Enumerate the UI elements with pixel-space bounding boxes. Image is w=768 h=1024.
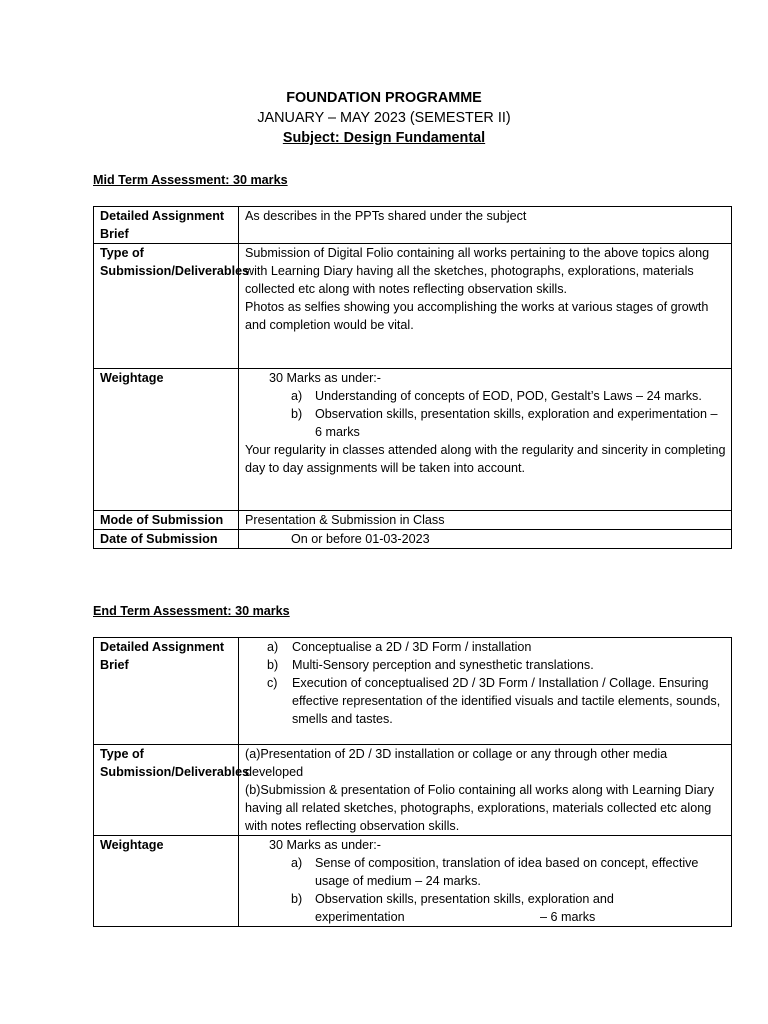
list-item: b) Observation skills, presentation skills, exploration and experimentation – 6 marks bbox=[291, 407, 718, 439]
table-row bbox=[94, 244, 732, 369]
list-item: c) Execution of conceptualised 2D / 3D Form / Installation / Collage. Ensuring effective representation of the identified visuals and tactile elements, sounds, smells and tastes. bbox=[267, 676, 721, 726]
table-row bbox=[94, 836, 732, 927]
weightage-intro: 30 Marks as under:- bbox=[269, 371, 381, 385]
table-row bbox=[94, 745, 732, 836]
row-label: Detailed Assignment Brief bbox=[94, 638, 239, 745]
list-item: b) Multi-Sensory perception and synesthetic translations. bbox=[267, 658, 594, 672]
row-value: Presentation & Submission in Class bbox=[239, 511, 732, 530]
list-item: a) Sense of composition, translation of idea based on concept, effective usage of medium – 24 marks. bbox=[291, 856, 699, 888]
row-value: As describes in the PPTs shared under the subject bbox=[239, 207, 732, 244]
table-row bbox=[94, 369, 732, 511]
list-item: b) Observation skills, presentation skills, exploration and experimentation – 6 marks bbox=[291, 892, 614, 924]
list-item: a) Conceptualise a 2D / 3D Form / installation bbox=[267, 640, 532, 654]
table-row bbox=[94, 638, 732, 745]
row-label: Weightage bbox=[94, 836, 239, 927]
subject-line: Subject: Design Fundamental bbox=[282, 130, 486, 146]
row-label: Type of Submission/Deliverables bbox=[94, 745, 239, 836]
end-term-heading: End Term Assessment: 30 marks bbox=[93, 604, 290, 618]
row-label: Weightage bbox=[94, 369, 239, 511]
row-label: Date of Submission bbox=[94, 530, 239, 549]
mid-term-table bbox=[93, 206, 732, 549]
paragraph: (a)Presentation of 2D / 3D installation or collage or any through other media developed bbox=[245, 747, 668, 779]
table-row bbox=[94, 511, 732, 530]
row-label: Type of Submission/Deliverables bbox=[94, 244, 239, 369]
programme-title: FOUNDATION PROGRAMME bbox=[286, 90, 482, 106]
row-value bbox=[239, 836, 732, 927]
weightage-list bbox=[245, 854, 726, 926]
end-term-table bbox=[93, 637, 732, 927]
paragraph: Submission of Digital Folio containing all works pertaining to the above topics along with Learning Diary having all the sketches, photographs, explorations, materials collected etc along with notes reflecting observation skills. bbox=[245, 246, 710, 296]
weightage-list bbox=[245, 387, 726, 441]
paragraph: Photos as selfies showing you accomplishing the works at various stages of growth and completion would be vital. bbox=[245, 300, 709, 332]
row-value bbox=[239, 638, 732, 745]
document-header bbox=[0, 88, 768, 148]
row-label: Mode of Submission bbox=[94, 511, 239, 530]
row-value bbox=[239, 369, 732, 511]
brief-list bbox=[245, 638, 726, 728]
row-value: On or before 01-03-2023 bbox=[239, 530, 732, 549]
mid-term-heading: Mid Term Assessment: 30 marks bbox=[93, 173, 288, 187]
term-line: JANUARY – MAY 2023 (SEMESTER II) bbox=[257, 110, 511, 126]
row-label: Detailed Assignment Brief bbox=[94, 207, 239, 244]
weightage-note: Your regularity in classes attended along with the regularity and sincerity in completing day to day assignments will be taken into account. bbox=[245, 443, 726, 475]
list-item: a) Understanding of concepts of EOD, POD, Gestalt’s Laws – 24 marks. bbox=[291, 389, 702, 403]
row-value bbox=[239, 745, 732, 836]
table-row bbox=[94, 207, 732, 244]
paragraph: (b)Submission & presentation of Folio containing all works along with Learning Diary having all related sketches, photographs, explorations, materials collected etc along with notes reflecting observation skills. bbox=[245, 783, 715, 833]
weightage-intro: 30 Marks as under:- bbox=[269, 838, 381, 852]
table-row bbox=[94, 530, 732, 549]
row-value bbox=[239, 244, 732, 369]
